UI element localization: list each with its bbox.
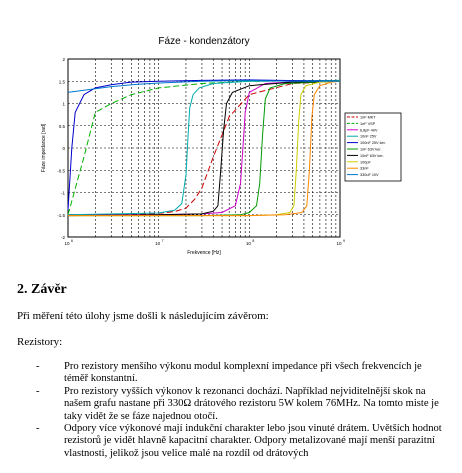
bullet-dash: -: [36, 385, 40, 397]
x-tick-label: 10: [245, 241, 251, 246]
legend-label: 100nF 25V ker.: [360, 141, 386, 146]
y-tick-label: 0: [62, 146, 65, 151]
legend-label: 10nF 63V ker.: [360, 153, 384, 158]
intro-paragraph: Při měření této úlohy jsme došli k následujícím závěrom:: [17, 310, 269, 322]
legend-label: 100pF: [360, 160, 371, 165]
list-item-text: Pro rezistory menšího výkonu modul komplexní impedance při všech frekvencích je téměř konstantní.: [64, 361, 422, 385]
legend: [345, 113, 401, 181]
section-heading: [17, 282, 67, 298]
conclusion-list: [36, 361, 446, 460]
y-tick-label: -1.5: [57, 212, 65, 218]
resistors-heading: Rezistory:: [17, 336, 63, 348]
section-title: Závěr: [31, 282, 67, 297]
legend-label: 1nF 63V ker.: [360, 147, 382, 152]
y-tick-label: -2: [60, 235, 65, 240]
y-tick-label: -1: [60, 190, 65, 196]
x-tick-exponent: 9: [343, 239, 345, 243]
y-axis-label: Fáze impedance [rad]: [41, 123, 47, 173]
legend-label: 10nF 25V: [360, 134, 377, 139]
x-tick-label: 10: [64, 241, 70, 246]
list-item-text: Odpory více výkonové mají indukční charakter lebo jsou vinuté drátem. Uvětších hodnot rezistorů je vidět hlavně kapacitní charakter. Odpory metalizované mají menší parazitní vlastnosti, jelikož jsou velice malé na rozdíl od drátových: [64, 423, 442, 459]
x-tick-label: 10: [336, 241, 342, 246]
chart-title: Fáze - kondenzátory: [158, 36, 250, 47]
x-tick-exponent: 6: [71, 239, 73, 243]
list-item: [36, 423, 446, 460]
legend-label: 33nF: [360, 166, 369, 171]
legend-label: 1nF MKT: [360, 115, 376, 120]
x-axis-ticks: [64, 239, 345, 246]
y-tick-label: -0.5: [57, 168, 65, 174]
y-axis-ticks: [57, 57, 65, 240]
list-item-text: Pro rezistory vyšších výkonov k rezonanci dochází. Například nejviditelnější skok na našem grafu nastane při 330Ω drátového rezistoru 5W kolem 76MHz. Na tomto miste je taky vidět že se fáze najednou otočí.: [64, 385, 439, 422]
list-item: [36, 386, 446, 423]
bullet-dash: -: [36, 423, 40, 435]
legend-label: 6,8pF 40V: [360, 128, 378, 133]
y-tick-label: 1.5: [58, 79, 65, 85]
legend-label: 330uF 10V: [360, 173, 379, 178]
y-tick-label: 0.5: [58, 123, 65, 129]
section-number: 2.: [17, 282, 28, 297]
x-tick-exponent: 8: [252, 239, 255, 243]
list-item: [36, 361, 446, 386]
x-tick-label: 10: [155, 241, 161, 246]
x-axis-label: Frekvence [Hz]: [187, 250, 221, 256]
legend-label: 1nF VSP: [360, 121, 376, 126]
x-tick-exponent: 7: [161, 239, 164, 243]
y-tick-label: 2: [62, 57, 65, 62]
y-tick-label: 1: [62, 101, 65, 107]
bullet-dash: -: [36, 361, 40, 372]
